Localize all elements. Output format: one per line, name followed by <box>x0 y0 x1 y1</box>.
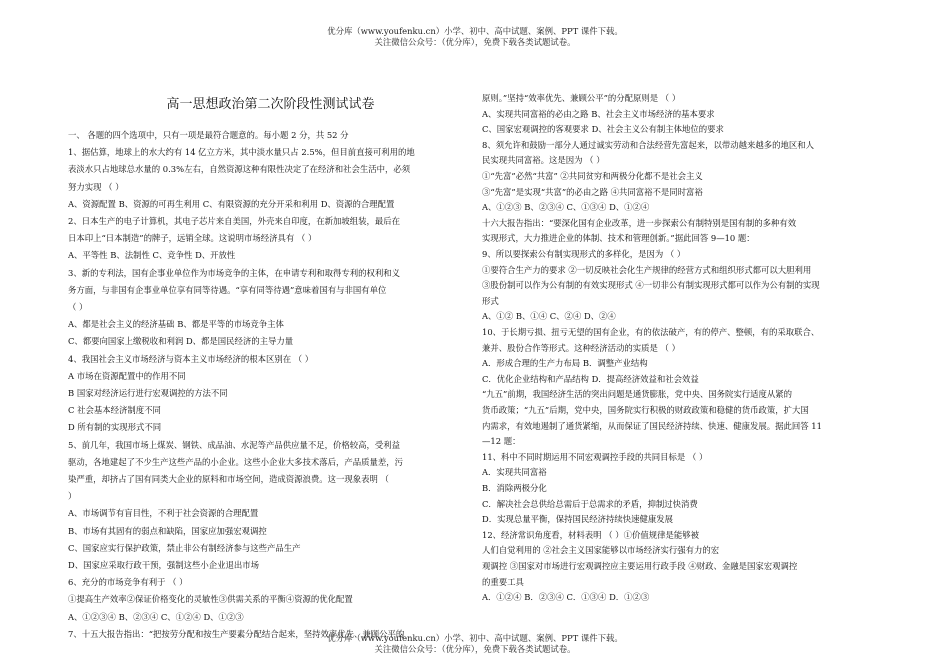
text-line: A、资源配置 B、资源的可再生利用 C、有限资源的充分开采和利用 D、资源的合理配置 <box>68 198 395 209</box>
text-line: 2、日本生产的电子计算机，其电子芯片来自美国，外壳来自印度，在新加坡组装，最后在 <box>68 216 400 226</box>
text-line: B、市场有其固有的弱点和缺陷，国家应加强宏观调控 <box>68 525 267 536</box>
text-line: 日本印上“日本制造”的牌子，远销全球。这说明市场经济具有 （ ） <box>68 233 317 244</box>
text-line: C．优化企业结构和产品结构 D．提高经济效益和社会效益 <box>482 373 699 384</box>
text-line: A、①②③④ B、②③④ C、①②④ D、①②③ <box>68 611 244 622</box>
header-banner-line1: 优分库（www.youfenku.cn）小学、初中、高中试题、案例、PPT 课件下载。 <box>327 26 623 36</box>
text-line: B 国家对经济运行进行宏观调控的方法不同 <box>68 388 228 398</box>
text-line: A、市场调节有盲目性，不利于社会资源的合理配置 <box>68 508 259 519</box>
footer-banner-line1: 优分库（www.youfenku.cn）小学、初中、高中试题、案例、PPT 课件下载。 <box>327 633 623 643</box>
text-line: A．实现共同富裕 <box>482 467 547 478</box>
text-line: 兼并、股份合作等形式。这种经济活动的实质是 （ ） <box>482 342 680 353</box>
text-line: ） <box>68 491 77 502</box>
text-line: A、①②③ B、②③④ C、①③④ D、①②④ <box>482 202 650 213</box>
text-line: C、国家宏观调控的客观要求 D、社会主义公有制主体地位的要求 <box>482 124 724 135</box>
text-line: 货币政策；“九五”后期，党中央，国务院实行积极的财政政策和稳健的货币政策，扩大国 <box>482 405 809 415</box>
text-line: 人们自觉利用的 ②社会主义国家能够以市场经济实行强有力的宏 <box>482 545 720 556</box>
text-line: A 市场在资源配置中的作用不同 <box>68 370 186 381</box>
text-line: 内需求，有效地遏制了通货紧缩，从而保证了国民经济持续、快速、健康发展。据此回答 11 <box>482 420 822 431</box>
text-line: 民实现共同富裕。这是因为 （ ） <box>482 155 605 166</box>
right-column <box>482 0 887 671</box>
text-line: 驱动，各地建起了不少生产这些产品的小企业。这些小企业大多技术落后，产品质量差，污 <box>68 456 403 467</box>
text-line: A、平等性 B、法制性 C、竞争性 D、开放性 <box>68 250 236 261</box>
text-line: 实现形式，大力推进企业的体制、技术和管理创新。”据此回答 9—10 题： <box>482 233 755 244</box>
header-banner-line2: 关注微信公众号：（优分库），免费下载各类试题试卷。 <box>374 37 576 47</box>
text-line: 3、新的专利法，国有企事业单位作为市场竞争的主体，在申请专利和取得专利的权利和义 <box>68 267 400 278</box>
text-line: A、都是社会主义的经济基础 B、都是平等的市场竞争主体 <box>68 319 284 330</box>
text-line: 6、充分的市场竞争有利于 （ ） <box>68 577 188 588</box>
text-line: 的重要工具 <box>482 576 524 587</box>
text-line: ③股份制可以作为公有制的有效实现形式 ④一切非公有制实现形式都可以作为公有制的实现 <box>482 280 820 291</box>
text-line: C．解决社会总供给总需后于总需求的矛盾，抑制过快消费 <box>482 498 698 509</box>
text-line: 9、所以要探索公有制实现形式的多样化，是因为 （ ） <box>482 249 686 259</box>
text-line: 8、须允许和鼓励一部分人通过诚实劳动和合法经营先富起来，以带动越来越多的地区和人 <box>482 139 814 150</box>
text-line: ③“先富”是实现“共富”的必由之路 ④共同富裕不是同时富裕 <box>482 186 703 197</box>
text-line: 观调控 ③国家对市场进行宏观调控应主要运用行政手段 ④财政、金融是国家宏观调控 <box>482 561 798 571</box>
text-line: ①“先富”必然“共富” ②共同贫穷和两极分化都不是社会主义 <box>482 171 703 181</box>
text-line: 染严重，却挤占了国有同类大企业的原料和市场空间，造成资源浪费。这一现象表明 （ <box>68 474 389 484</box>
text-line: 务方面，与非国有企事业单位享有同等待遇。“享有同等待遇”意味着国有与非国有单位 <box>68 284 387 295</box>
text-line: “九五”前期，我国经济生活的突出问题是通货膨胀，党中央、国务院实行适度从紧的 <box>482 389 793 400</box>
text-line: 十六大报告指出：“要深化国有企业改革，进一步探索公有制特别是国有制的多种有效 <box>482 217 797 228</box>
text-line: 表淡水只占地球总水量的 0.3%左右，自然资源这种有限性决定了在经济和社会生活中，必须 <box>68 164 411 175</box>
text-line: 7、十五大报告指出：“把按劳分配和按生产要素分配结合起来，坚持效率优先、兼顾公平的 <box>68 628 405 639</box>
left-column <box>68 0 473 671</box>
text-line: A．①②④ B．②③④ C．①③④ D．①②③ <box>482 592 650 603</box>
text-line: 12、经济常识角度看，材料表明 （ ）①价值规律是能够被 <box>482 529 699 540</box>
text-line: A、①② B、①④ C、②④ D、②④ <box>482 311 616 322</box>
text-line: 5、前几年，我国市场上煤炭、钢铁、成品油、水泥等产品供应量不足，价格较高，受利益 <box>68 439 400 450</box>
page-title: 高一思想政治第二次阶段性测试试卷 <box>166 97 375 112</box>
text-line: —12 题： <box>482 436 521 447</box>
text-line: 原则。”坚持“效率优先、兼顾公平”的分配原则是 （ ） <box>482 93 681 103</box>
text-line: 4、我国社会主义市场经济与资本主义市场经济的根本区别在 （ ） <box>68 353 314 364</box>
text-line: B．消除两极分化 <box>482 483 547 493</box>
text-line: D、国家应采取行政干预，强制这些小企业退出市场 <box>68 560 259 570</box>
text-line: 10、于长期亏损、扭亏无望的国有企业，有的依法破产，有的停产、整顿，有的采取联合、 <box>482 327 820 337</box>
text-line: 11、科中不同时期运用不同宏观调控手段的共同目标是 （ ） <box>482 451 708 462</box>
text-line: D 所有制的实现形式不同 <box>68 422 162 433</box>
text-line: ①提高生产效率②保证价格变化的灵敏性③供需关系的平衡④资源的优化配置 <box>68 594 353 605</box>
text-line: 努力实现 （ ） <box>68 181 124 192</box>
text-line: 一、 各题的四个选项中，只有一项是最符合题意的。每小题 2 分，共 52 分 <box>68 130 349 140</box>
text-line: C、国家应实行保护政策，禁止非公有制经济参与这些产品生产 <box>68 542 301 553</box>
text-line: C、都要向国家上缴税收和利润 D、都是国民经济的主导力量 <box>68 336 294 347</box>
text-line: 1、据估算，地球上的水大约有 14 亿立方米，其中淡水量只占 2.5%，但目前直接可利用的地 <box>68 147 415 158</box>
text-line: A．形成合理的生产力布局 B．调整产业结构 <box>482 358 648 369</box>
text-line: D．实现总量平衡，保持国民经济持续快速健康发展 <box>482 514 673 525</box>
text-line: A、实现共同富裕的必由之路 B、社会主义市场经济的基本要求 <box>482 108 715 119</box>
footer-banner <box>0 633 950 655</box>
footer-banner-line2: 关注微信公众号：（优分库），免费下载各类试题试卷。 <box>374 644 576 654</box>
text-line: 形式 <box>482 295 499 306</box>
text-line: ①要符合生产力的要求 ②一切反映社会化生产规律的经营方式和组织形式都可以大胆利用 <box>482 264 812 275</box>
text-line: C 社会基本经济制度不同 <box>68 405 161 416</box>
text-line: （ ） <box>68 302 88 312</box>
